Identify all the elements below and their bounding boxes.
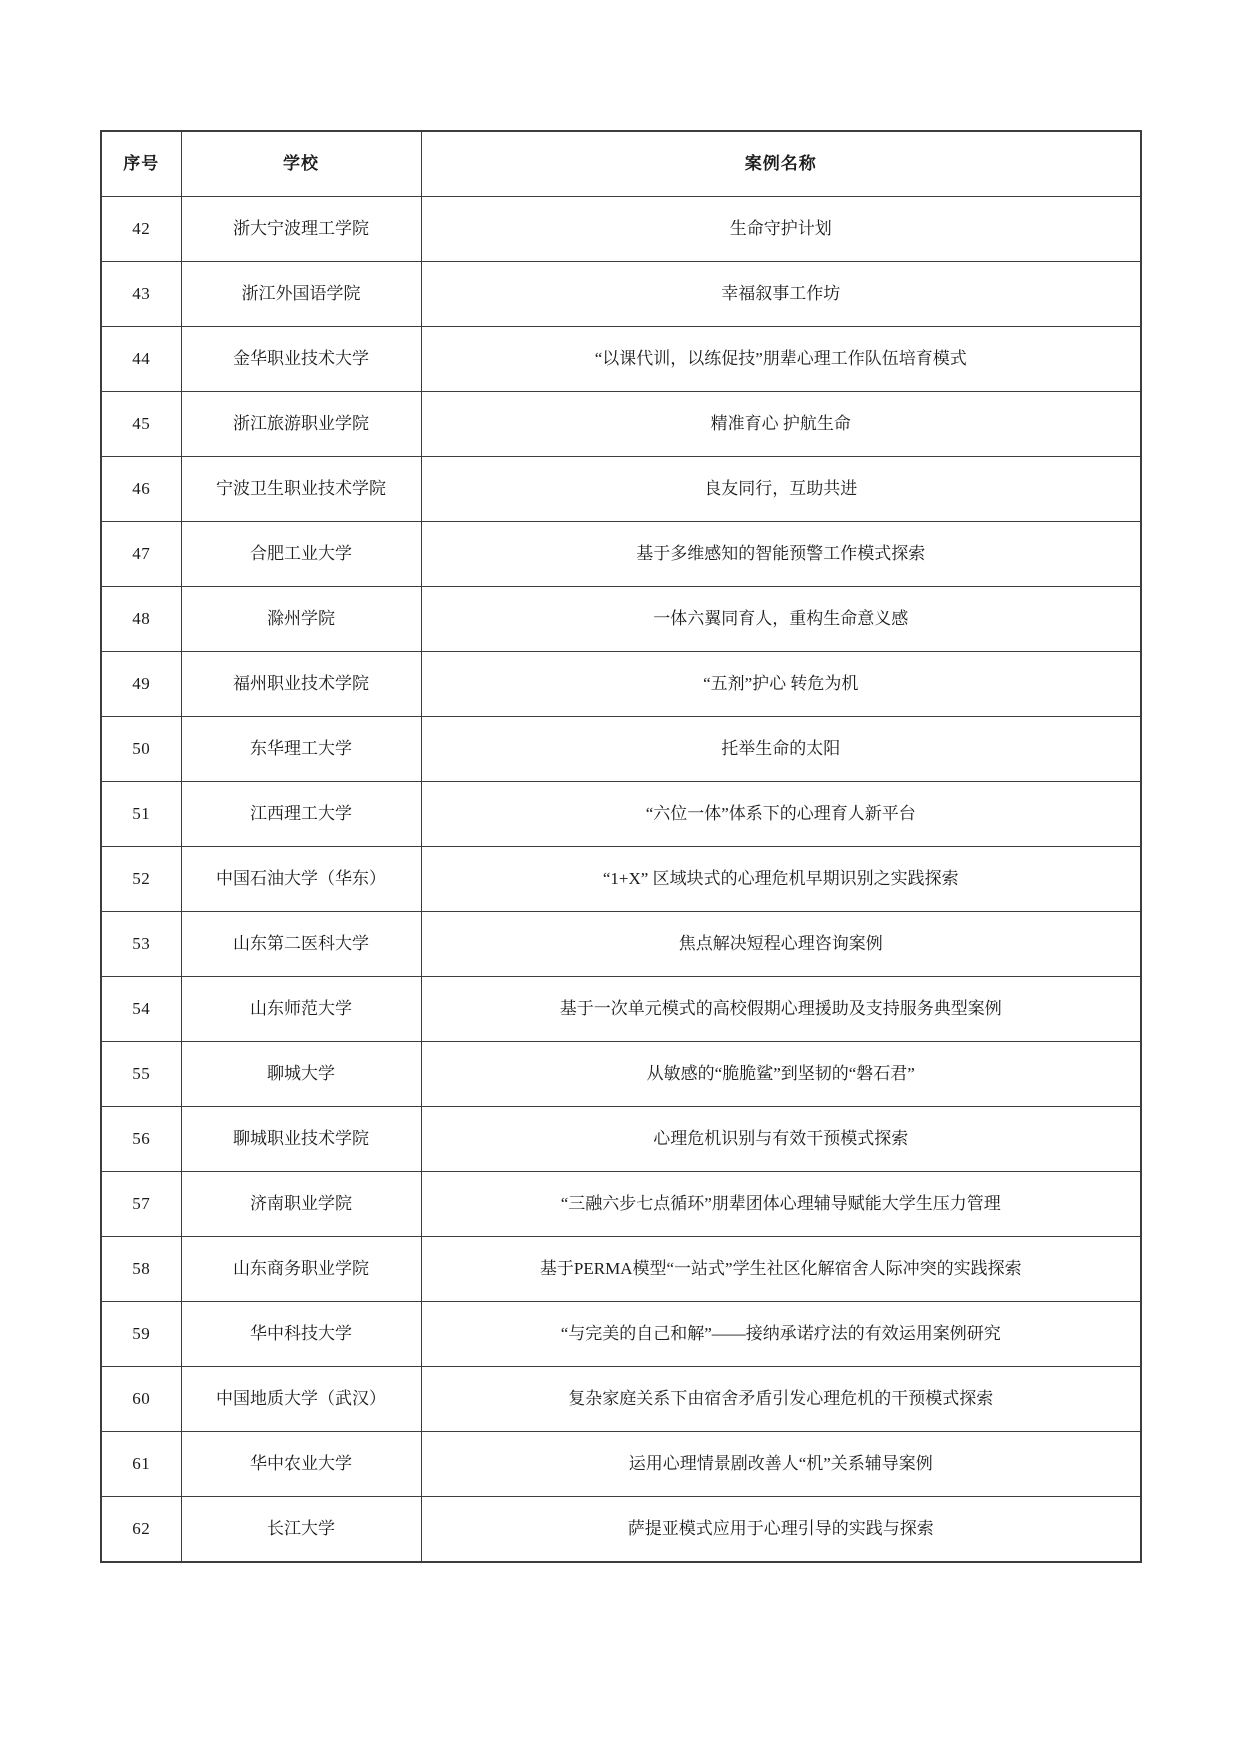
cell-school: 滁州学院 [181,587,421,652]
cell-index: 56 [101,1107,181,1172]
cell-case-name: “以课代训，以练促技”朋辈心理工作队伍培育模式 [421,327,1141,392]
cell-index: 54 [101,977,181,1042]
cell-case-name: “五剂”护心 转危为机 [421,652,1141,717]
table-row [101,912,1141,977]
cell-school: 宁波卫生职业技术学院 [181,457,421,522]
table-row [101,1497,1141,1563]
cell-case-name: 萨提亚模式应用于心理引导的实践与探索 [421,1497,1141,1563]
table-row [101,847,1141,912]
cell-index: 53 [101,912,181,977]
table-row [101,262,1141,327]
cell-index: 49 [101,652,181,717]
cell-index: 62 [101,1497,181,1563]
cell-school: 福州职业技术学院 [181,652,421,717]
cell-school: 东华理工大学 [181,717,421,782]
cell-case-name: 基于PERMA模型“一站式”学生社区化解宿舍人际冲突的实践探索 [421,1237,1141,1302]
cell-school: 聊城职业技术学院 [181,1107,421,1172]
cell-index: 43 [101,262,181,327]
table-body [101,197,1141,1563]
cell-index: 51 [101,782,181,847]
cell-school: 山东商务职业学院 [181,1237,421,1302]
cell-school: 华中科技大学 [181,1302,421,1367]
table-row [101,457,1141,522]
cell-case-name: 运用心理情景剧改善人“机”关系辅导案例 [421,1432,1141,1497]
cell-index: 45 [101,392,181,457]
table-header [101,131,1141,197]
table-row [101,1237,1141,1302]
cell-school: 聊城大学 [181,1042,421,1107]
header-cell-index: 序号 [101,131,181,197]
cell-index: 50 [101,717,181,782]
cell-index: 55 [101,1042,181,1107]
table-row [101,1172,1141,1237]
cell-school: 金华职业技术大学 [181,327,421,392]
cell-case-name: 基于一次单元模式的高校假期心理援助及支持服务典型案例 [421,977,1141,1042]
cell-case-name: 复杂家庭关系下由宿舍矛盾引发心理危机的干预模式探索 [421,1367,1141,1432]
cell-case-name: 生命守护计划 [421,197,1141,262]
cell-case-name: 从敏感的“脆脆鲨”到坚韧的“磐石君” [421,1042,1141,1107]
cell-case-name: 托举生命的太阳 [421,717,1141,782]
cell-index: 57 [101,1172,181,1237]
cell-index: 47 [101,522,181,587]
cell-school: 山东师范大学 [181,977,421,1042]
cell-index: 59 [101,1302,181,1367]
cell-case-name: 一体六翼同育人，重构生命意义感 [421,587,1141,652]
cell-case-name: “1+X” 区域块式的心理危机早期识别之实践探索 [421,847,1141,912]
cell-case-name: 焦点解决短程心理咨询案例 [421,912,1141,977]
cell-case-name: 幸福叙事工作坊 [421,262,1141,327]
table-row [101,1042,1141,1107]
header-cell-case-name: 案例名称 [421,131,1141,197]
cell-case-name: “六位一体”体系下的心理育人新平台 [421,782,1141,847]
cases-table [100,130,1142,1563]
cell-index: 60 [101,1367,181,1432]
cell-school: 中国地质大学（武汉） [181,1367,421,1432]
cell-case-name: 良友同行，互助共进 [421,457,1141,522]
cell-index: 61 [101,1432,181,1497]
cell-index: 42 [101,197,181,262]
cell-school: 华中农业大学 [181,1432,421,1497]
cell-school: 浙江旅游职业学院 [181,392,421,457]
cell-school: 合肥工业大学 [181,522,421,587]
cell-school: 长江大学 [181,1497,421,1563]
cell-case-name: 心理危机识别与有效干预模式探索 [421,1107,1141,1172]
header-row [101,131,1141,197]
table-row [101,1302,1141,1367]
cell-school: 济南职业学院 [181,1172,421,1237]
table-row [101,1432,1141,1497]
table-row [101,327,1141,392]
table-row [101,587,1141,652]
cell-index: 48 [101,587,181,652]
cell-case-name: “三融六步七点循环”朋辈团体心理辅导赋能大学生压力管理 [421,1172,1141,1237]
table-row [101,522,1141,587]
table-row [101,392,1141,457]
table-row [101,197,1141,262]
cell-case-name: 精准育心 护航生命 [421,392,1141,457]
cell-school: 浙江外国语学院 [181,262,421,327]
cell-school: 浙大宁波理工学院 [181,197,421,262]
table-row [101,717,1141,782]
cell-index: 52 [101,847,181,912]
table-row [101,1107,1141,1172]
cell-school: 山东第二医科大学 [181,912,421,977]
cell-index: 58 [101,1237,181,1302]
cell-index: 44 [101,327,181,392]
cell-school: 江西理工大学 [181,782,421,847]
table-row [101,652,1141,717]
table-row [101,977,1141,1042]
table-row [101,1367,1141,1432]
cell-case-name: 基于多维感知的智能预警工作模式探索 [421,522,1141,587]
cell-index: 46 [101,457,181,522]
cell-case-name: “与完美的自己和解”——接纳承诺疗法的有效运用案例研究 [421,1302,1141,1367]
header-cell-school: 学校 [181,131,421,197]
table-row [101,782,1141,847]
cell-school: 中国石油大学（华东） [181,847,421,912]
